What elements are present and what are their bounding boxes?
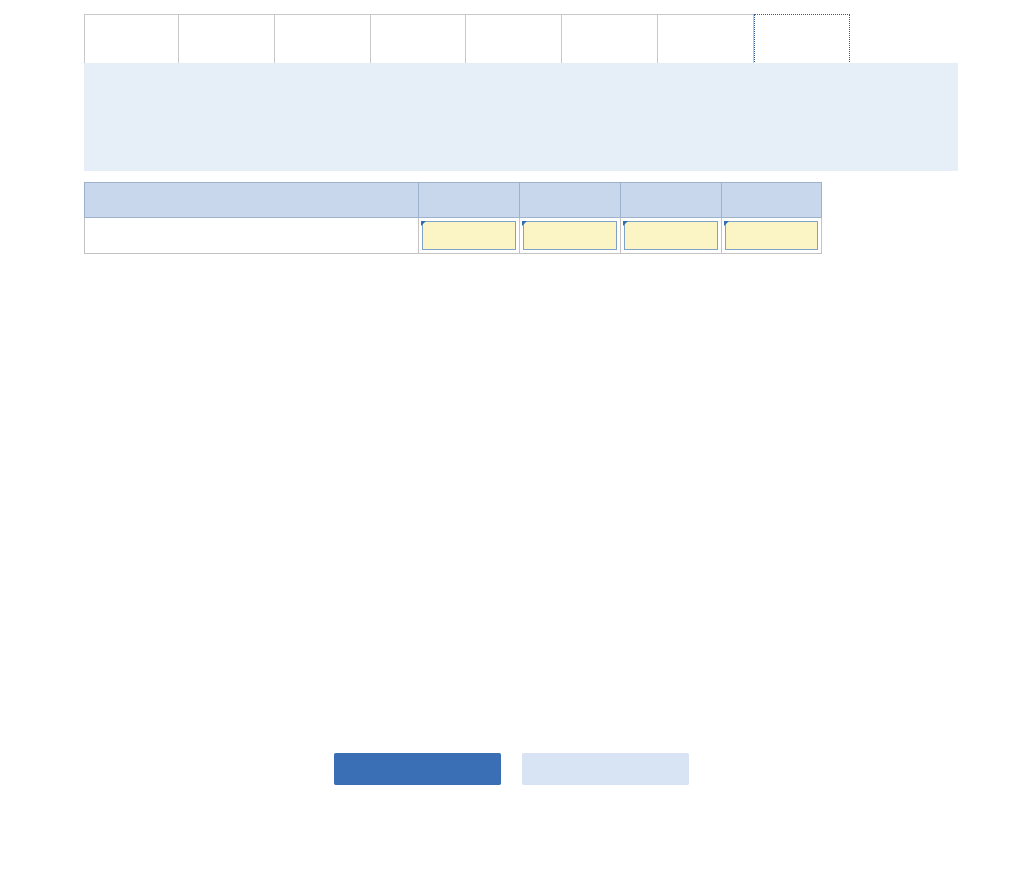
answer-input-te[interactable] bbox=[725, 221, 818, 250]
col-header-total-equity bbox=[721, 182, 822, 218]
question-cell-tl bbox=[620, 218, 721, 254]
col-header-transaction bbox=[84, 182, 418, 218]
instructions-panel bbox=[84, 63, 958, 171]
tab-st-retained-earnings[interactable] bbox=[562, 14, 658, 64]
table-header bbox=[84, 182, 822, 218]
answer-input-ni[interactable] bbox=[422, 221, 516, 250]
question-cell-ta bbox=[519, 218, 620, 254]
next-fs-impact-button[interactable] bbox=[522, 753, 689, 785]
tab-general-journal[interactable] bbox=[179, 14, 275, 64]
tab-general-ledger[interactable] bbox=[275, 14, 371, 64]
tab-requirement[interactable] bbox=[84, 14, 179, 64]
question-cell-te bbox=[721, 218, 822, 254]
question-row bbox=[84, 218, 822, 254]
col-header-total-assets bbox=[519, 182, 620, 218]
prev-balance-sheet-button[interactable] bbox=[334, 753, 501, 785]
tab-fs-impact[interactable] bbox=[754, 14, 850, 64]
answer-input-tl[interactable] bbox=[624, 221, 718, 250]
question-cell-ni bbox=[418, 218, 519, 254]
tab-balance-sheet[interactable] bbox=[658, 14, 754, 64]
col-header-net-income bbox=[418, 182, 519, 218]
tab-bar bbox=[84, 14, 850, 64]
answer-input-ta[interactable] bbox=[523, 221, 617, 250]
col-header-total-liabilities bbox=[620, 182, 721, 218]
question-text bbox=[84, 218, 418, 254]
tab-income-statement[interactable] bbox=[466, 14, 562, 64]
tab-trial-balance[interactable] bbox=[371, 14, 466, 64]
